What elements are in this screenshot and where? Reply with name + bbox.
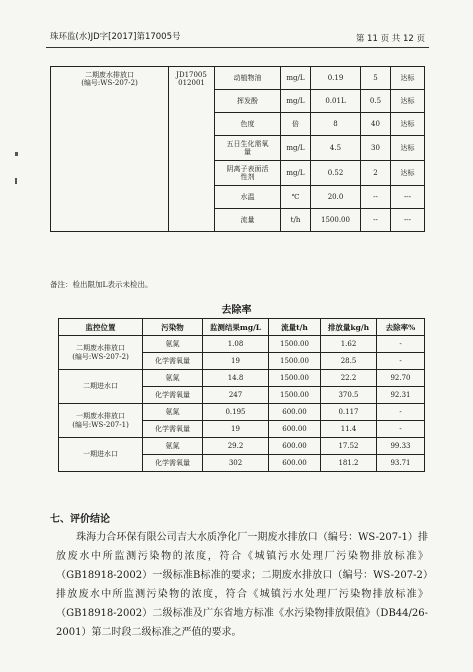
result-cell: 19 xyxy=(203,421,269,438)
limit-cell: 0.5 xyxy=(361,90,391,113)
pollutant-cell: 氨氮 xyxy=(143,404,203,421)
binding-mark xyxy=(15,152,18,156)
discharge-cell: 11.4 xyxy=(321,421,377,438)
result-cell: 0.01L xyxy=(311,90,361,113)
limit-cell: -- xyxy=(361,186,391,209)
conclusion-text: 珠海力合环保有限公司吉大水质净化厂一期废水排放口（编号：WS-207-1）排放废水中所监测污染物的浓度，符合《城镇污水处理厂污染物排放标准》（GB18918-2002）一级标准B标准的要求；二期废水排放口（编号：WS-207-2）排放废水中所监测污染物的浓度，符合《城镇污水处理厂污染物排放标准》（GB18918-2002）二级标准及广东省地方标准《水污染物排放限值》（DB44/26-2001）第二时段二级标准之严值的要求。 xyxy=(56,532,428,638)
conclusion-paragraph xyxy=(56,528,428,642)
unit-cell: mg/L xyxy=(281,90,311,113)
flow-cell: 600.00 xyxy=(269,438,321,455)
column-header: 污染物 xyxy=(143,319,203,336)
parameter-name: 色度 xyxy=(215,113,281,136)
discharge-cell: 0.117 xyxy=(321,404,377,421)
result-cell: 0.195 xyxy=(203,404,269,421)
removal-rate-cell: - xyxy=(377,421,425,438)
discharge-cell: 1.62 xyxy=(321,336,377,353)
result-cell: 1500.00 xyxy=(311,209,361,232)
flow-cell: 1500.00 xyxy=(269,353,321,370)
table-row xyxy=(59,336,425,353)
table-note: 备注：检出限加L表示未检出。 xyxy=(50,280,153,289)
column-header: 排放量kg/h xyxy=(321,319,377,336)
parameter-name: 动植物油 xyxy=(215,67,281,90)
removal-rate-cell: 92.31 xyxy=(377,387,425,404)
monitoring-location: 一期进水口 xyxy=(59,438,143,472)
result-cell: 302 xyxy=(203,455,269,472)
pollutant-cell: 化学需氧量 xyxy=(143,421,203,438)
table-row xyxy=(59,404,425,421)
result-cell: 0.52 xyxy=(311,161,361,186)
evaluation-cell: 达标 xyxy=(391,90,425,113)
limit-cell: 2 xyxy=(361,161,391,186)
flow-cell: 600.00 xyxy=(269,455,321,472)
monitoring-results-table xyxy=(50,66,425,232)
limit-cell: 30 xyxy=(361,136,391,161)
result-cell: 8 xyxy=(311,113,361,136)
pollutant-cell: 化学需氧量 xyxy=(143,353,203,370)
table-row xyxy=(51,67,425,90)
unit-cell: 倍 xyxy=(281,113,311,136)
removal-rate-table xyxy=(58,318,425,472)
pollutant-cell: 化学需氧量 xyxy=(143,455,203,472)
page-number: 第 11 页 共 12 页 xyxy=(355,34,425,44)
pollutant-cell: 氨氮 xyxy=(143,336,203,353)
discharge-cell: 17.52 xyxy=(321,438,377,455)
table-row xyxy=(59,370,425,387)
limit-cell: 5 xyxy=(361,67,391,90)
removal-rate-cell: - xyxy=(377,404,425,421)
flow-cell: 600.00 xyxy=(269,421,321,438)
unit-cell: ℃ xyxy=(281,186,311,209)
monitoring-location: 二期进水口 xyxy=(59,370,143,404)
column-header: 监控位置 xyxy=(59,319,143,336)
result-cell: 1.08 xyxy=(203,336,269,353)
conclusion-heading: 七、评价结论 xyxy=(50,514,110,525)
removal-rate-cell: 92.70 xyxy=(377,370,425,387)
parameter-name: 水温 xyxy=(215,186,281,209)
removal-rate-cell: 93.71 xyxy=(377,455,425,472)
discharge-cell: 370.5 xyxy=(321,387,377,404)
limit-cell: 40 xyxy=(361,113,391,136)
monitoring-location: 二期废水排放口 (编号:WS-207-2) xyxy=(59,336,143,370)
result-cell: 0.19 xyxy=(311,67,361,90)
result-cell: 4.5 xyxy=(311,136,361,161)
evaluation-cell: 达标 xyxy=(391,67,425,90)
column-header: 流量t/h xyxy=(269,319,321,336)
discharge-cell: 22.2 xyxy=(321,370,377,387)
removal-rate-cell: - xyxy=(377,353,425,370)
evaluation-cell: --- xyxy=(391,209,425,232)
report-number: 珠环监(水)JD字[2017]第17005号 xyxy=(50,32,181,42)
unit-cell: t/h xyxy=(281,209,311,232)
evaluation-cell: 达标 xyxy=(391,161,425,186)
column-header: 去除率% xyxy=(377,319,425,336)
unit-cell: mg/L xyxy=(281,67,311,90)
discharge-cell: 181.2 xyxy=(321,455,377,472)
parameter-name: 挥发酚 xyxy=(215,90,281,113)
result-cell: 19 xyxy=(203,353,269,370)
evaluation-cell: 达标 xyxy=(391,113,425,136)
discharge-cell: 28.5 xyxy=(321,353,377,370)
unit-cell: mg/L xyxy=(281,136,311,161)
pollutant-cell: 氨氮 xyxy=(143,438,203,455)
result-cell: 20.0 xyxy=(311,186,361,209)
result-cell: 14.8 xyxy=(203,370,269,387)
result-cell: 29.2 xyxy=(203,438,269,455)
parameter-name: 五日生化需氧 量 xyxy=(215,136,281,161)
removal-rate-title: 去除率 xyxy=(221,305,252,316)
sample-id: JD17005 012001 xyxy=(169,67,215,232)
removal-rate-cell: 99.33 xyxy=(377,438,425,455)
limit-cell: -- xyxy=(361,209,391,232)
pollutant-cell: 化学需氧量 xyxy=(143,387,203,404)
unit-cell: mg/L xyxy=(281,161,311,186)
header-rule xyxy=(46,47,429,48)
evaluation-cell: 达标 xyxy=(391,136,425,161)
flow-cell: 1500.00 xyxy=(269,370,321,387)
monitoring-location: 二期废水排放口 (编号:WS-207-2) xyxy=(51,67,169,232)
pollutant-cell: 氨氮 xyxy=(143,370,203,387)
parameter-name: 阴离子表面活 性剂 xyxy=(215,161,281,186)
binding-mark xyxy=(15,178,17,184)
result-cell: 247 xyxy=(203,387,269,404)
column-header: 监测结果mg/L xyxy=(203,319,269,336)
table-row xyxy=(59,438,425,455)
flow-cell: 1500.00 xyxy=(269,336,321,353)
parameter-name: 流量 xyxy=(215,209,281,232)
monitoring-location: 一期废水排放口 (编号:WS-207-1) xyxy=(59,404,143,438)
evaluation-cell: --- xyxy=(391,186,425,209)
removal-rate-cell: - xyxy=(377,336,425,353)
flow-cell: 1500.00 xyxy=(269,387,321,404)
flow-cell: 600.00 xyxy=(269,404,321,421)
